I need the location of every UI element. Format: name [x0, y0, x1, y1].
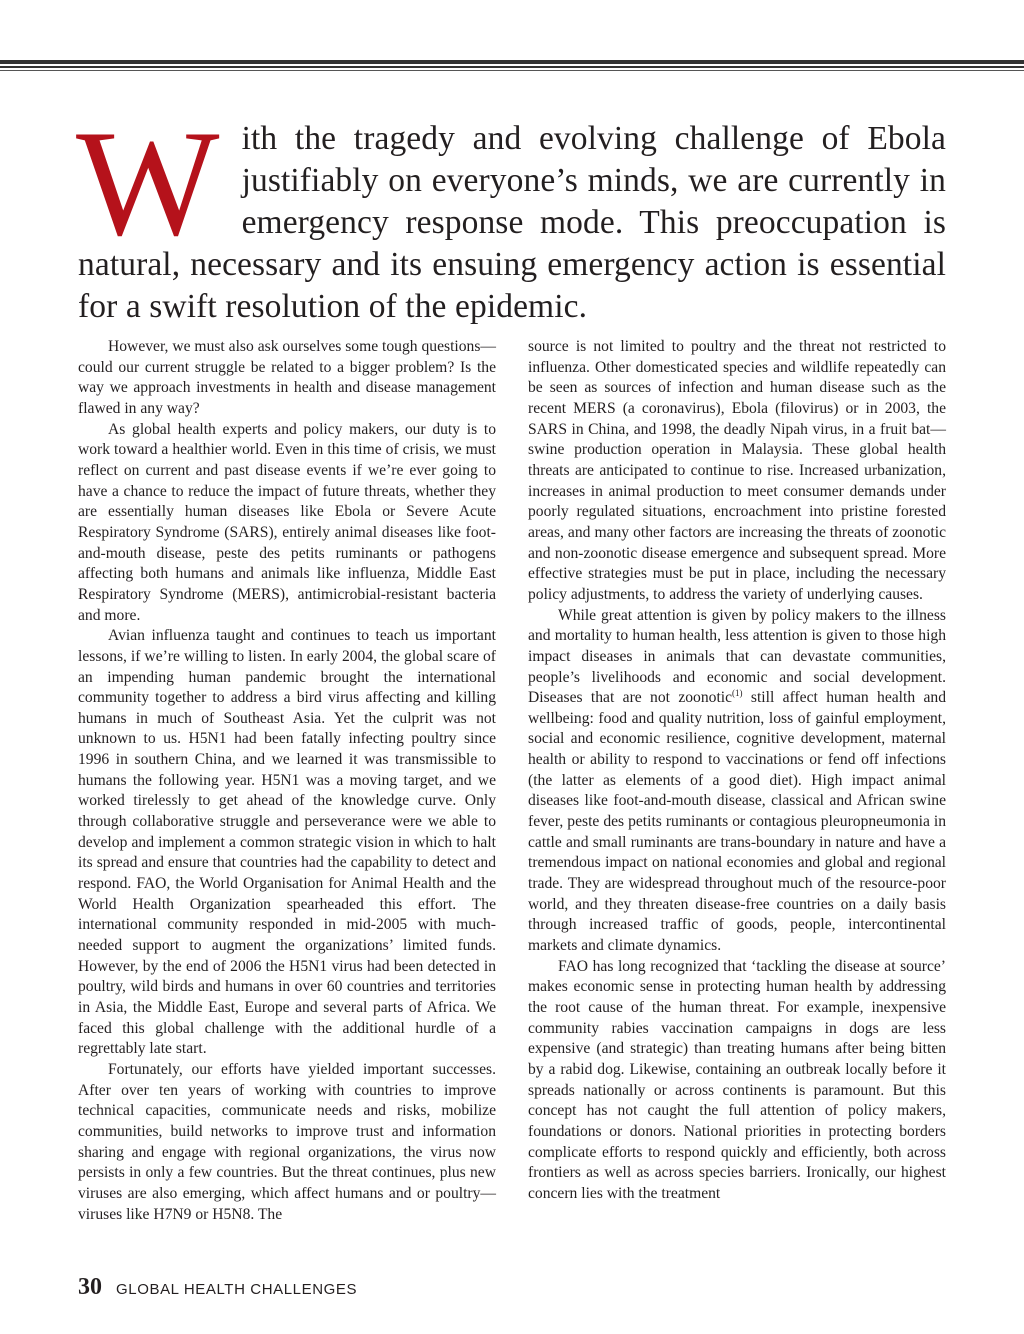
header-rule-medium — [0, 66, 1024, 68]
lead-text: ith the tragedy and evolving challenge of Ebola justifiably on everyone’s minds, we are currently in emergency response mode. This preoccupation is natural, necessary and its ensuing emergency action is essential for a swift resolution of the epidemic. — [78, 120, 946, 325]
header-rule-thick — [0, 60, 1024, 64]
body-paragraph: Avian influenza taught and continues to teach us important lessons, if we’re willing to listen. In early 2004, the global scare of an impending human pandemic brought the international community together to address a bird virus affecting and killing humans in much of Southeast Asia. Yet the culprit was not unknown to us. H5N1 had been fatally infecting poultry since 1996 in southern China, and we learned it was transmissible to humans the following year. H5N1 was a moving target, and we worked tirelessly to get ahead of the knowledge curve. Only through collaborative struggle and perseverance were we able to develop and implement a common strategic vision in which to halt its spread and ensure that countries had the capability to detect and respond. FAO, the World Organisation for Animal Health and the World Health Organization spearheaded this effort. The international community responded in mid-2005 with much-needed support to augment the organizations’ limited funds. However, by the end of 2006 the H5N1 virus had been detected in poultry, wild birds and humans in over 60 countries and territories in Asia, the Middle East, Europe and several parts of Africa. We faced this global challenge with the additional hurdle of a regrettably late start. — [78, 627, 496, 1058]
body-paragraph: However, we must also ask ourselves some tough questions—could our current struggle be related to a bigger problem? Is the way we approach investments in health and disease management flawed in any way? — [78, 338, 496, 417]
footnote-reference: (1) — [732, 687, 743, 698]
body-paragraph: As global health experts and policy makers, our duty is to work toward a healthier world. Even in this time of crisis, we must reflect on current and past disease events if we’re ever going to have a chance to reduce the impact of future threats, whether they are essentially human diseases like Ebola or Severe Acute Respiratory Syndrome (SARS), entirely animal diseases like foot-and-mouth disease, peste des petits ruminants or pathogens affecting both humans and animals like influenza, Middle East Respiratory Syndrome (MERS), antimicrobial-resistant bacteria and more. — [78, 420, 496, 624]
header-rule-thin — [0, 70, 1024, 71]
body-paragraph: source is not limited to poultry and the threat not restricted to influenza. Other domesticated species and wildlife repeatedly can be seen as sources of infection and human disease such as the recent MERS (a coronavirus), Ebola (filovirus) or in 2003, the SARS in China, and 1998, the deadly Nipah virus, in a fruit bat—swine production operation in Malaysia. These global health threats are anticipated to continue to rise. Increased urbanization, increases in animal production to meet consumer demands under poorly regulated situations, encroachment into pristine forested areas, and many other factors are increasing the threats of zoonotic and non-zoonotic disease emergence and subsequent spread. More effective strategies must be put in place, including the necessary policy adjustments, to address the variety of underlying causes. — [528, 338, 946, 603]
body-paragraph: Fortunately, our efforts have yielded important successes. After over ten years of working with countries to improve technical capacities, communicate needs and risks, mobilize communities, build networks to improve trust and information sharing and engage with regional organizations, the virus now persists in only a few countries. But the threat continues, plus new viruses are also emerging, which affect humans and or poultry—viruses like H7N9 or H5N8. The — [78, 1060, 496, 1223]
body-paragraph — [528, 606, 946, 957]
running-title: GLOBAL HEALTH CHALLENGES — [116, 1281, 358, 1298]
paragraph-text: While great attention is given by policy makers to the illness and mortality to human health, less attention is given to those high impact diseases in animals that can devastate communities, people’s livelihoods and economic and social development. Diseases that are not zoonotic — [528, 606, 946, 707]
left-column — [78, 337, 496, 1225]
right-column — [528, 337, 946, 1205]
lead-paragraph — [76, 99, 946, 328]
page-number: 30 — [78, 1274, 102, 1300]
body-paragraph: FAO has long recognized that ‘tackling the disease at source’ makes economic sense in protecting human health by addressing the root cause of the human threat. For example, inexpensive community rabies vaccination campaigns in dogs are less expensive (and strategic) than treating humans after being bitten by a rabid dog. Likewise, containing an outbreak locally before it spreads nationally or across continents is paramount. But this concept has not caught the full attention of policy makers, foundations or donors. National priorities in protecting borders complicate efforts to respond quickly and efficiently, both across frontiers as well as across species barriers. Ironically, our highest concern lies with the treatment — [528, 957, 946, 1202]
drop-cap: W — [76, 99, 220, 267]
page-footer — [78, 1274, 357, 1306]
paragraph-text: still affect human health and wellbeing: food and quality nutrition, loss of gainful employment, social and economic resilience, cognitive development, maternal health or ability to respond to vaccinations or fend off infections (the latter as elements of a good diet). High impact animal diseases like foot-and-mouth disease, classical and African swine fever, peste des petits ruminants or contagious pleuropneumonia in cattle and small ruminants are trans-boundary in nature and have a tremendous impact on national economies and global and regional trade. They are widespread throughout much of the resource-poor world, and they threaten disease-free countries on a daily basis through increased traffic of goods, people, intercontinental markets and climate dynamics. — [528, 689, 946, 955]
